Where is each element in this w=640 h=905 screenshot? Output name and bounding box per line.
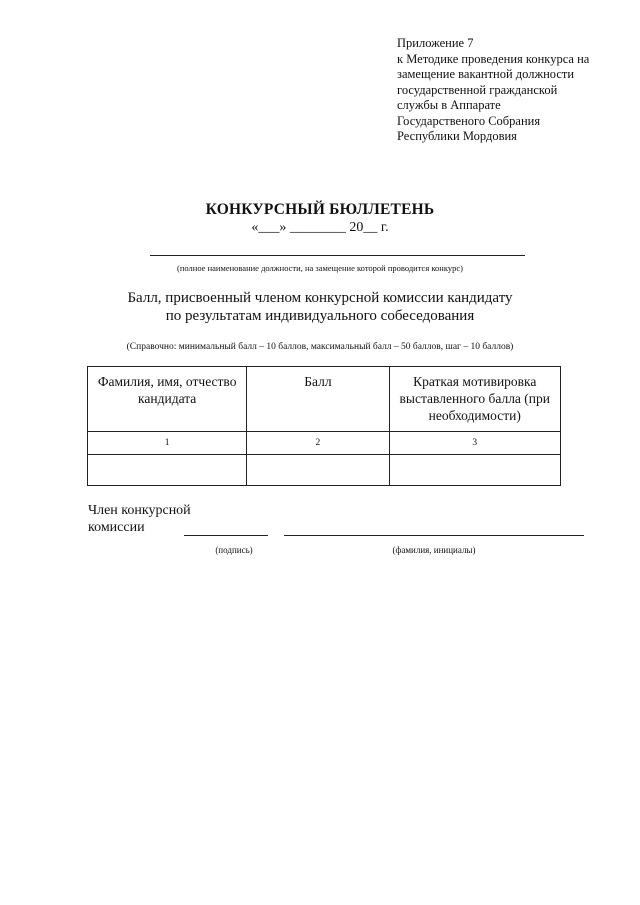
name-caption: (фамилия, инициалы): [392, 545, 476, 555]
column-number-3: 3: [389, 432, 560, 455]
table-number-row: [88, 432, 561, 455]
table-header-row: [88, 367, 561, 432]
header-candidate-name: Фамилия, имя, отчество кандидата: [88, 367, 247, 432]
date-line: «___» ________ 20__ г.: [251, 220, 389, 235]
candidate-name-cell[interactable]: [88, 455, 247, 486]
score-table: [87, 366, 561, 486]
header-motivation: Краткая мотивировка выставленного балла (при необходимости): [389, 367, 560, 432]
reference-note: (Справочно: минимальный балл – 10 баллов, максимальный балл – 50 баллов, шаг – 10 баллов): [126, 342, 514, 352]
header-score: Балл: [247, 367, 389, 432]
heading-line-1: Балл, присвоенный членом конкурсной комиссии кандидату: [127, 290, 513, 306]
ballot-title: КОНКУРСНЫЙ БЮЛЛЕТЕНЬ: [205, 201, 435, 218]
column-number-2: 2: [247, 432, 389, 455]
name-line[interactable]: [284, 535, 584, 536]
heading-line-2: по результатам индивидуального собеседования: [165, 308, 475, 324]
commission-member-label: Член конкурсной комиссии: [88, 503, 191, 535]
column-number-1: 1: [88, 432, 247, 455]
ballot-heading: [0, 289, 640, 325]
signature-line[interactable]: [184, 535, 268, 536]
appendix-header: Приложение 7 к Методике проведения конкурса на замещение вакантной должности государственной гражданской службы в Аппарате Государственого Собрания Республики Мордовия: [397, 36, 590, 143]
signature-caption: (подпись): [215, 545, 253, 555]
position-name-caption: (полное наименование должности, на замещение которой проводится конкурс): [177, 263, 463, 273]
motivation-cell[interactable]: [389, 455, 560, 486]
table-row: [88, 455, 561, 486]
score-cell[interactable]: [247, 455, 389, 486]
position-name-line: [150, 255, 525, 256]
